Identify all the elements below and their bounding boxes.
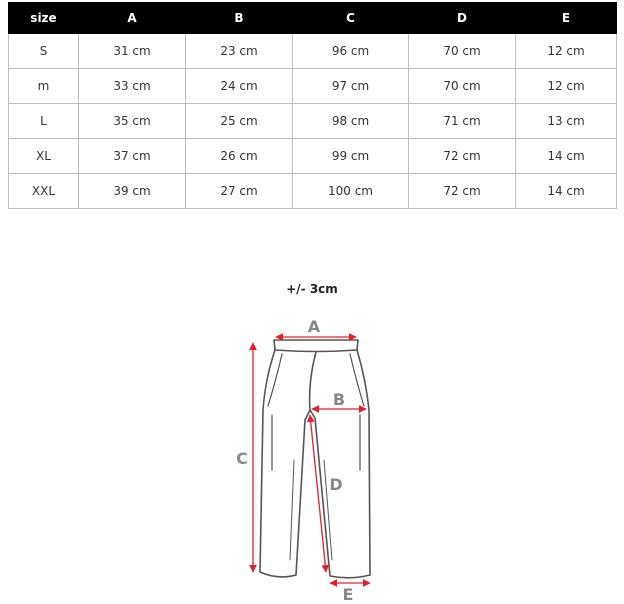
cell-d: 71 cm [409, 104, 516, 139]
cell-c: 96 cm [293, 34, 409, 69]
table-row [9, 69, 617, 104]
cell-e: 13 cm [516, 104, 617, 139]
left-inner-crease [290, 460, 294, 560]
label-d: D [329, 475, 343, 494]
cell-size: S [9, 34, 79, 69]
cell-size: L [9, 104, 79, 139]
header-size: size [9, 3, 79, 34]
cell-b: 23 cm [186, 34, 293, 69]
cell-e: 12 cm [516, 69, 617, 104]
cell-c: 97 cm [293, 69, 409, 104]
cell-c: 99 cm [293, 139, 409, 174]
label-e: E [342, 585, 354, 604]
cell-e: 14 cm [516, 139, 617, 174]
label-c: C [236, 449, 248, 468]
cell-size: XL [9, 139, 79, 174]
cell-b: 25 cm [186, 104, 293, 139]
cell-d: 72 cm [409, 139, 516, 174]
cell-d: 70 cm [409, 34, 516, 69]
header-c: C [293, 3, 409, 34]
cell-a: 31 cm [79, 34, 186, 69]
label-a: A [307, 317, 321, 336]
waistband [274, 340, 358, 352]
size-chart-table [8, 2, 617, 209]
cell-b: 24 cm [186, 69, 293, 104]
left-leg [260, 350, 316, 577]
cell-size: XXL [9, 174, 79, 209]
table-row [9, 139, 617, 174]
table-row [9, 174, 617, 209]
right-pocket [350, 354, 364, 406]
cell-b: 26 cm [186, 139, 293, 174]
cell-a: 37 cm [79, 139, 186, 174]
left-pocket [268, 354, 282, 406]
header-a: A [79, 3, 186, 34]
table-row [9, 104, 617, 139]
header-e: E [516, 3, 617, 34]
cell-a: 35 cm [79, 104, 186, 139]
cell-e: 12 cm [516, 34, 617, 69]
trousers-measurement-diagram [220, 310, 400, 604]
cell-a: 33 cm [79, 69, 186, 104]
cell-size: m [9, 69, 79, 104]
label-b: B [332, 390, 346, 409]
table-header-row [9, 3, 617, 34]
header-b: B [186, 3, 293, 34]
right-leg [310, 350, 370, 578]
cell-e: 14 cm [516, 174, 617, 209]
cell-d: 70 cm [409, 69, 516, 104]
cell-a: 39 cm [79, 174, 186, 209]
header-d: D [409, 3, 516, 34]
arrow-d [310, 415, 326, 572]
cell-c: 100 cm [293, 174, 409, 209]
cell-d: 72 cm [409, 174, 516, 209]
cell-b: 27 cm [186, 174, 293, 209]
cell-c: 98 cm [293, 104, 409, 139]
table-row [9, 34, 617, 69]
measurement-tolerance: +/- 3cm [286, 282, 338, 296]
